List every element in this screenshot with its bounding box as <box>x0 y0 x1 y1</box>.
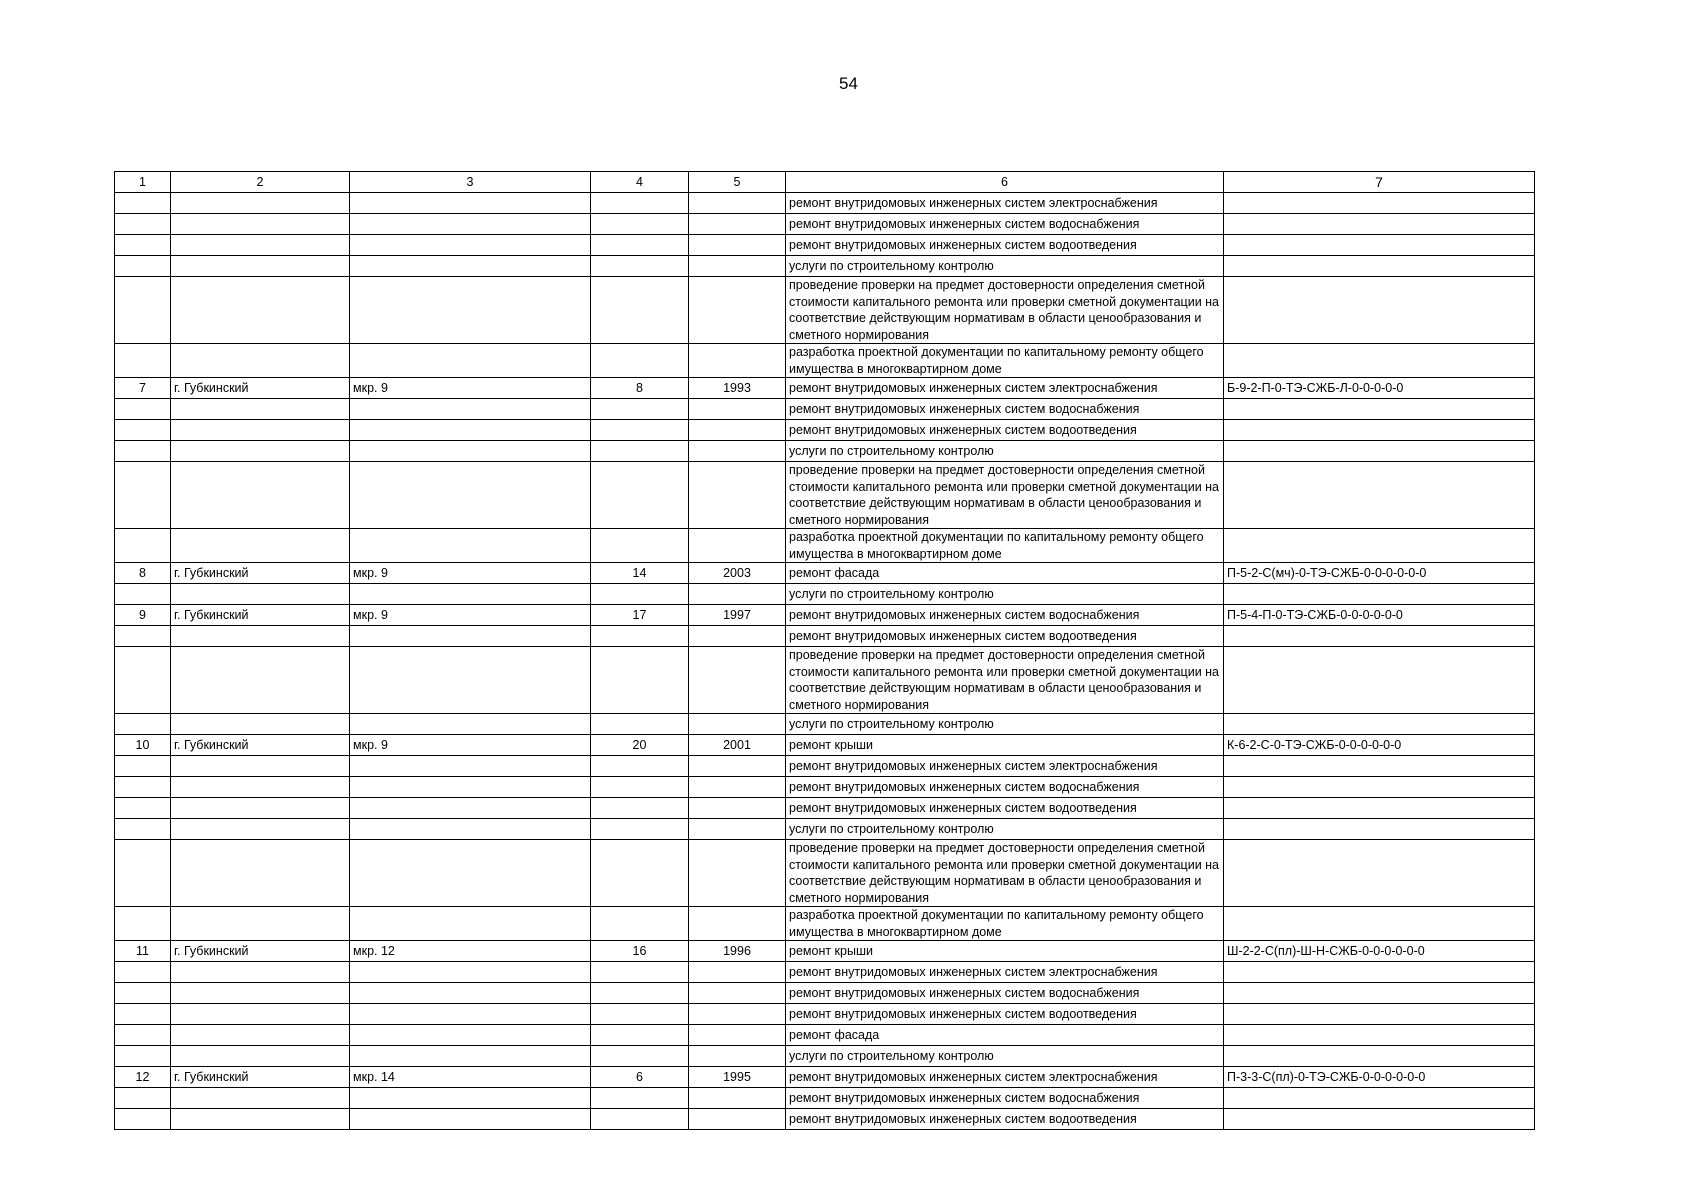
cell-code <box>1224 819 1535 840</box>
cell-city <box>171 462 350 529</box>
table-row <box>115 798 1535 819</box>
cell-number: 12 <box>115 1067 171 1088</box>
cell-number <box>115 714 171 735</box>
cell-year <box>689 529 786 563</box>
cell-house <box>591 235 689 256</box>
cell-address <box>350 441 591 462</box>
cell-city <box>171 1088 350 1109</box>
cell-work-type: ремонт внутридомовых инженерных систем водоотведения <box>786 235 1224 256</box>
cell-work-type: проведение проверки на предмет достоверности определения сметной стоимости капитального ремонта или проверки сметной документации на соответствие действующим нормативам в области ценообразования и сметного нормирования <box>786 462 1224 529</box>
cell-house <box>591 907 689 941</box>
cell-number <box>115 1109 171 1130</box>
table-row <box>115 1025 1535 1046</box>
cell-address <box>350 756 591 777</box>
cell-number <box>115 344 171 378</box>
cell-year <box>689 983 786 1004</box>
cell-year <box>689 756 786 777</box>
cell-work-type: проведение проверки на предмет достоверности определения сметной стоимости капитального ремонта или проверки сметной документации на соответствие действующим нормативам в области ценообразования и сметного нормирования <box>786 840 1224 907</box>
cell-house <box>591 1004 689 1025</box>
cell-city: г. Губкинский <box>171 378 350 399</box>
cell-work-type: ремонт внутридомовых инженерных систем электроснабжения <box>786 193 1224 214</box>
cell-work-type: услуги по строительному контролю <box>786 1046 1224 1067</box>
cell-number: 8 <box>115 563 171 584</box>
cell-year <box>689 441 786 462</box>
cell-house <box>591 214 689 235</box>
cell-city <box>171 256 350 277</box>
cell-number <box>115 462 171 529</box>
cell-number <box>115 962 171 983</box>
cell-number: 10 <box>115 735 171 756</box>
cell-house <box>591 1025 689 1046</box>
cell-code <box>1224 798 1535 819</box>
table-row <box>115 1067 1535 1088</box>
cell-house: 17 <box>591 605 689 626</box>
cell-code <box>1224 1088 1535 1109</box>
cell-code <box>1224 1109 1535 1130</box>
cell-number <box>115 214 171 235</box>
cell-code <box>1224 777 1535 798</box>
cell-code <box>1224 1046 1535 1067</box>
cell-city <box>171 1046 350 1067</box>
header-cell-2: 2 <box>171 172 350 193</box>
cell-year <box>689 819 786 840</box>
cell-address <box>350 962 591 983</box>
cell-address <box>350 819 591 840</box>
cell-work-type: ремонт внутридомовых инженерных систем водоснабжения <box>786 983 1224 1004</box>
cell-address <box>350 840 591 907</box>
cell-address <box>350 529 591 563</box>
cell-year <box>689 777 786 798</box>
cell-city <box>171 399 350 420</box>
table-row <box>115 256 1535 277</box>
table-row <box>115 647 1535 714</box>
cell-year <box>689 647 786 714</box>
cell-code <box>1224 420 1535 441</box>
cell-year <box>689 626 786 647</box>
cell-year <box>689 962 786 983</box>
cell-address: мкр. 9 <box>350 563 591 584</box>
table-row <box>115 378 1535 399</box>
table-row <box>115 193 1535 214</box>
cell-city <box>171 1025 350 1046</box>
cell-code <box>1224 277 1535 344</box>
cell-number <box>115 584 171 605</box>
cell-code <box>1224 399 1535 420</box>
cell-house <box>591 983 689 1004</box>
table-row <box>115 584 1535 605</box>
cell-address <box>350 1025 591 1046</box>
cell-year <box>689 1025 786 1046</box>
cell-number <box>115 1046 171 1067</box>
cell-house <box>591 344 689 378</box>
cell-city <box>171 756 350 777</box>
table-row <box>115 907 1535 941</box>
cell-house <box>591 626 689 647</box>
cell-house <box>591 584 689 605</box>
cell-work-type: ремонт внутридомовых инженерных систем водоотведения <box>786 1004 1224 1025</box>
cell-city <box>171 193 350 214</box>
table-row <box>115 962 1535 983</box>
cell-address <box>350 626 591 647</box>
cell-code: П-3-3-С(пл)-0-ТЭ-СЖБ-0-0-0-0-0-0 <box>1224 1067 1535 1088</box>
cell-city <box>171 1004 350 1025</box>
cell-house <box>591 1109 689 1130</box>
table-row <box>115 441 1535 462</box>
cell-number <box>115 983 171 1004</box>
cell-address <box>350 256 591 277</box>
table-row <box>115 1046 1535 1067</box>
cell-house <box>591 714 689 735</box>
cell-city <box>171 277 350 344</box>
cell-code <box>1224 344 1535 378</box>
cell-address <box>350 235 591 256</box>
cell-year: 2003 <box>689 563 786 584</box>
table-row <box>115 714 1535 735</box>
cell-address <box>350 584 591 605</box>
cell-number <box>115 193 171 214</box>
cell-house <box>591 420 689 441</box>
cell-year <box>689 840 786 907</box>
cell-number <box>115 441 171 462</box>
cell-year: 1997 <box>689 605 786 626</box>
table-row <box>115 840 1535 907</box>
cell-number <box>115 626 171 647</box>
cell-number <box>115 256 171 277</box>
cell-address <box>350 462 591 529</box>
header-cell-7: 7 <box>1224 172 1535 193</box>
cell-city <box>171 214 350 235</box>
cell-work-type: ремонт внутридомовых инженерных систем водоснабжения <box>786 214 1224 235</box>
header-cell-1: 1 <box>115 172 171 193</box>
cell-address <box>350 1109 591 1130</box>
table-row <box>115 1109 1535 1130</box>
cell-code: П-5-2-С(мч)-0-ТЭ-СЖБ-0-0-0-0-0-0 <box>1224 563 1535 584</box>
cell-code <box>1224 962 1535 983</box>
cell-year <box>689 420 786 441</box>
cell-work-type: разработка проектной документации по капитальному ремонту общего имущества в многоквартирном доме <box>786 344 1224 378</box>
cell-city <box>171 529 350 563</box>
cell-number <box>115 529 171 563</box>
cell-address <box>350 777 591 798</box>
table-row <box>115 462 1535 529</box>
cell-year: 1996 <box>689 941 786 962</box>
cell-number <box>115 819 171 840</box>
cell-city <box>171 647 350 714</box>
cell-address <box>350 1004 591 1025</box>
cell-number <box>115 420 171 441</box>
table-row <box>115 420 1535 441</box>
cell-code <box>1224 462 1535 529</box>
cell-city <box>171 1109 350 1130</box>
header-row <box>115 172 1535 193</box>
works-table <box>114 171 1535 1130</box>
cell-work-type: проведение проверки на предмет достоверности определения сметной стоимости капитального ремонта или проверки сметной документации на соответствие действующим нормативам в области ценообразования и сметного нормирования <box>786 647 1224 714</box>
cell-code <box>1224 235 1535 256</box>
cell-year <box>689 277 786 344</box>
cell-year <box>689 235 786 256</box>
header-cell-6: 6 <box>786 172 1224 193</box>
cell-work-type: ремонт внутридомовых инженерных систем водоотведения <box>786 1109 1224 1130</box>
cell-code <box>1224 529 1535 563</box>
cell-code <box>1224 193 1535 214</box>
cell-work-type: ремонт внутридомовых инженерных систем водоотведения <box>786 420 1224 441</box>
cell-house <box>591 277 689 344</box>
page-number: 54 <box>839 74 858 93</box>
cell-address: мкр. 14 <box>350 1067 591 1088</box>
cell-code <box>1224 840 1535 907</box>
cell-year <box>689 344 786 378</box>
cell-code <box>1224 907 1535 941</box>
cell-number: 9 <box>115 605 171 626</box>
cell-code <box>1224 256 1535 277</box>
cell-house <box>591 1088 689 1109</box>
cell-address <box>350 1088 591 1109</box>
cell-city <box>171 235 350 256</box>
cell-code: К-6-2-С-0-ТЭ-СЖБ-0-0-0-0-0-0 <box>1224 735 1535 756</box>
cell-year <box>689 1046 786 1067</box>
cell-year <box>689 1004 786 1025</box>
cell-house <box>591 840 689 907</box>
table-row <box>115 777 1535 798</box>
cell-number <box>115 1004 171 1025</box>
table-row <box>115 626 1535 647</box>
cell-house <box>591 798 689 819</box>
cell-city <box>171 819 350 840</box>
cell-house <box>591 462 689 529</box>
cell-year <box>689 584 786 605</box>
cell-code <box>1224 1004 1535 1025</box>
cell-year <box>689 907 786 941</box>
table-row <box>115 756 1535 777</box>
cell-year <box>689 256 786 277</box>
header-cell-5: 5 <box>689 172 786 193</box>
cell-work-type: ремонт внутридомовых инженерных систем электроснабжения <box>786 756 1224 777</box>
cell-city: г. Губкинский <box>171 605 350 626</box>
cell-house: 8 <box>591 378 689 399</box>
cell-work-type: ремонт внутридомовых инженерных систем электроснабжения <box>786 1067 1224 1088</box>
cell-house <box>591 777 689 798</box>
table-row <box>115 983 1535 1004</box>
cell-address: мкр. 9 <box>350 735 591 756</box>
cell-city <box>171 344 350 378</box>
cell-work-type: услуги по строительному контролю <box>786 441 1224 462</box>
table-row <box>115 214 1535 235</box>
cell-work-type: ремонт внутридомовых инженерных систем водоснабжения <box>786 605 1224 626</box>
cell-code <box>1224 626 1535 647</box>
cell-house: 20 <box>591 735 689 756</box>
cell-city: г. Губкинский <box>171 941 350 962</box>
cell-number: 7 <box>115 378 171 399</box>
cell-number <box>115 399 171 420</box>
cell-house <box>591 399 689 420</box>
table-row <box>115 344 1535 378</box>
cell-code <box>1224 214 1535 235</box>
cell-code <box>1224 1025 1535 1046</box>
cell-work-type: ремонт внутридомовых инженерных систем водоотведения <box>786 626 1224 647</box>
table-row <box>115 529 1535 563</box>
cell-work-type: услуги по строительному контролю <box>786 256 1224 277</box>
cell-city <box>171 907 350 941</box>
cell-work-type: ремонт внутридомовых инженерных систем электроснабжения <box>786 962 1224 983</box>
cell-city <box>171 420 350 441</box>
table-row <box>115 941 1535 962</box>
cell-year: 1995 <box>689 1067 786 1088</box>
cell-number <box>115 756 171 777</box>
cell-code <box>1224 584 1535 605</box>
cell-address <box>350 647 591 714</box>
cell-number <box>115 1025 171 1046</box>
cell-work-type: ремонт крыши <box>786 735 1224 756</box>
cell-address <box>350 1046 591 1067</box>
cell-year <box>689 399 786 420</box>
cell-year <box>689 1088 786 1109</box>
cell-address <box>350 983 591 1004</box>
cell-house <box>591 962 689 983</box>
cell-city <box>171 798 350 819</box>
cell-house <box>591 1046 689 1067</box>
cell-code <box>1224 756 1535 777</box>
table-row <box>115 1004 1535 1025</box>
cell-year <box>689 193 786 214</box>
header-cell-4: 4 <box>591 172 689 193</box>
cell-year <box>689 714 786 735</box>
cell-number: 11 <box>115 941 171 962</box>
cell-address <box>350 193 591 214</box>
cell-year <box>689 462 786 529</box>
cell-city <box>171 962 350 983</box>
cell-house <box>591 529 689 563</box>
cell-address <box>350 399 591 420</box>
cell-code: Ш-2-2-С(пл)-Ш-Н-СЖБ-0-0-0-0-0-0 <box>1224 941 1535 962</box>
cell-address: мкр. 9 <box>350 378 591 399</box>
cell-number <box>115 777 171 798</box>
cell-code <box>1224 714 1535 735</box>
cell-city <box>171 983 350 1004</box>
cell-work-type: ремонт фасада <box>786 1025 1224 1046</box>
table-row <box>115 605 1535 626</box>
table-body <box>115 193 1535 1130</box>
cell-address <box>350 714 591 735</box>
cell-city <box>171 584 350 605</box>
cell-work-type: ремонт внутридомовых инженерных систем водоснабжения <box>786 399 1224 420</box>
cell-address <box>350 344 591 378</box>
table-row <box>115 563 1535 584</box>
cell-work-type: услуги по строительному контролю <box>786 819 1224 840</box>
cell-house <box>591 647 689 714</box>
cell-year: 2001 <box>689 735 786 756</box>
cell-work-type: разработка проектной документации по капитальному ремонту общего имущества в многоквартирном доме <box>786 529 1224 563</box>
cell-address <box>350 214 591 235</box>
cell-house: 14 <box>591 563 689 584</box>
cell-work-type: ремонт крыши <box>786 941 1224 962</box>
cell-work-type: ремонт фасада <box>786 563 1224 584</box>
cell-address <box>350 798 591 819</box>
cell-number <box>115 798 171 819</box>
table-row <box>115 399 1535 420</box>
cell-year <box>689 1109 786 1130</box>
cell-year <box>689 214 786 235</box>
header-cell-3: 3 <box>350 172 591 193</box>
cell-work-type: ремонт внутридомовых инженерных систем электроснабжения <box>786 378 1224 399</box>
table-row <box>115 735 1535 756</box>
cell-house <box>591 819 689 840</box>
cell-city <box>171 840 350 907</box>
cell-city: г. Губкинский <box>171 1067 350 1088</box>
cell-address: мкр. 9 <box>350 605 591 626</box>
cell-code: Б-9-2-П-0-ТЭ-СЖБ-Л-0-0-0-0-0 <box>1224 378 1535 399</box>
cell-city <box>171 714 350 735</box>
cell-work-type: услуги по строительному контролю <box>786 584 1224 605</box>
cell-city: г. Губкинский <box>171 735 350 756</box>
cell-number <box>115 840 171 907</box>
cell-city <box>171 441 350 462</box>
table-row <box>115 277 1535 344</box>
cell-house <box>591 193 689 214</box>
cell-address <box>350 907 591 941</box>
cell-address: мкр. 12 <box>350 941 591 962</box>
cell-year <box>689 798 786 819</box>
cell-address <box>350 277 591 344</box>
cell-city <box>171 777 350 798</box>
cell-city: г. Губкинский <box>171 563 350 584</box>
table-row <box>115 819 1535 840</box>
table-row <box>115 1088 1535 1109</box>
table-row <box>115 235 1535 256</box>
cell-house <box>591 256 689 277</box>
cell-number <box>115 277 171 344</box>
cell-work-type: услуги по строительному контролю <box>786 714 1224 735</box>
cell-work-type: проведение проверки на предмет достоверности определения сметной стоимости капитального ремонта или проверки сметной документации на соответствие действующим нормативам в области ценообразования и сметного нормирования <box>786 277 1224 344</box>
cell-code <box>1224 647 1535 714</box>
cell-number <box>115 235 171 256</box>
cell-work-type: разработка проектной документации по капитальному ремонту общего имущества в многоквартирном доме <box>786 907 1224 941</box>
cell-work-type: ремонт внутридомовых инженерных систем водоотведения <box>786 798 1224 819</box>
cell-number <box>115 1088 171 1109</box>
cell-house: 6 <box>591 1067 689 1088</box>
cell-number <box>115 907 171 941</box>
cell-house <box>591 441 689 462</box>
cell-work-type: ремонт внутридомовых инженерных систем водоснабжения <box>786 1088 1224 1109</box>
cell-code: П-5-4-П-0-ТЭ-СЖБ-0-0-0-0-0-0 <box>1224 605 1535 626</box>
cell-year: 1993 <box>689 378 786 399</box>
cell-house <box>591 756 689 777</box>
cell-house: 16 <box>591 941 689 962</box>
cell-code <box>1224 441 1535 462</box>
cell-city <box>171 626 350 647</box>
cell-address <box>350 420 591 441</box>
cell-number <box>115 647 171 714</box>
cell-code <box>1224 983 1535 1004</box>
cell-work-type: ремонт внутридомовых инженерных систем водоснабжения <box>786 777 1224 798</box>
